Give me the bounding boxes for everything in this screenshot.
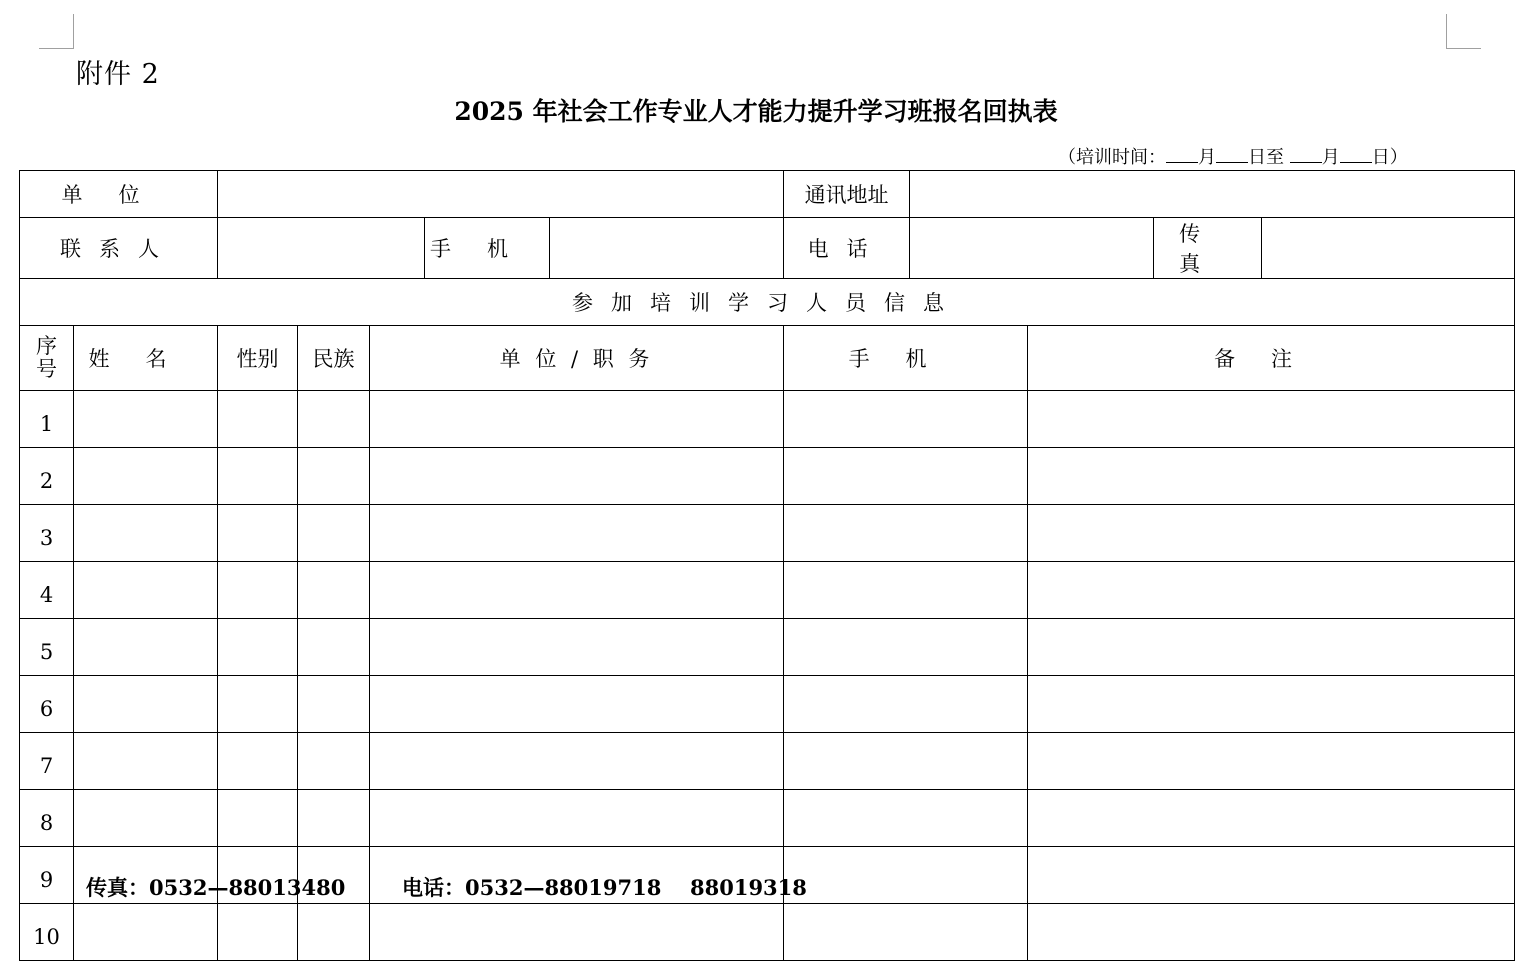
unit-field[interactable] xyxy=(218,171,784,218)
remarks-cell[interactable] xyxy=(1028,847,1515,904)
gender-cell[interactable] xyxy=(218,619,298,676)
mobile-cell[interactable] xyxy=(784,619,1028,676)
remarks-cell[interactable] xyxy=(1028,562,1515,619)
table-row xyxy=(20,505,1515,562)
contact-field[interactable] xyxy=(218,218,425,279)
name-cell[interactable] xyxy=(74,562,218,619)
table-row xyxy=(20,391,1515,448)
fax-field[interactable] xyxy=(1262,218,1515,279)
row-number: 10 xyxy=(20,904,74,961)
ethnicity-cell[interactable] xyxy=(298,904,370,961)
table-row xyxy=(20,448,1515,505)
training-time xyxy=(1058,143,1408,169)
unit-position-cell[interactable] xyxy=(370,619,784,676)
footer-contact xyxy=(86,872,807,902)
mobile-cell[interactable] xyxy=(784,505,1028,562)
mobile-field[interactable] xyxy=(550,218,784,279)
row-number: 9 xyxy=(20,847,74,904)
ethnicity-cell[interactable] xyxy=(298,391,370,448)
table-row xyxy=(20,790,1515,847)
ethnicity-cell[interactable] xyxy=(298,790,370,847)
mobile-cell[interactable] xyxy=(784,676,1028,733)
phone-field[interactable] xyxy=(910,218,1154,279)
section-title: 参加培训学习人员信息 xyxy=(20,279,1515,326)
crop-mark-top-right xyxy=(1446,14,1481,49)
gender-cell[interactable] xyxy=(218,505,298,562)
unit-position-cell[interactable] xyxy=(370,562,784,619)
unit-position-cell[interactable] xyxy=(370,790,784,847)
unit-position-cell[interactable] xyxy=(370,505,784,562)
name-cell[interactable] xyxy=(74,505,218,562)
col-header-unit-position: 单 位 / 职 务 xyxy=(370,326,784,391)
unit-label: 单位 xyxy=(20,171,218,218)
unit-position-cell[interactable] xyxy=(370,733,784,790)
unit-position-cell[interactable] xyxy=(370,676,784,733)
month-blank-1[interactable] xyxy=(1166,145,1198,163)
training-time-day2: 日） xyxy=(1371,147,1408,168)
mobile-cell[interactable] xyxy=(784,904,1028,961)
training-time-prefix: （培训时间： xyxy=(1058,147,1166,168)
remarks-cell[interactable] xyxy=(1028,391,1515,448)
fax-label: 传真 xyxy=(1154,218,1262,279)
footer-phone: 电话：0532—88019718 xyxy=(402,875,662,900)
day-blank-2[interactable] xyxy=(1340,145,1372,163)
remarks-cell[interactable] xyxy=(1028,733,1515,790)
page-title: 2025 年社会工作专业人才能力提升学习班报名回执表 xyxy=(454,97,1058,126)
remarks-cell[interactable] xyxy=(1028,505,1515,562)
unit-position-cell[interactable] xyxy=(370,904,784,961)
table-row xyxy=(20,562,1515,619)
training-time-month1: 月 xyxy=(1198,147,1216,168)
name-cell[interactable] xyxy=(74,391,218,448)
row-number: 2 xyxy=(20,448,74,505)
table-row xyxy=(20,904,1515,961)
footer-fax: 传真：0532—88013480 xyxy=(86,875,346,900)
mobile-cell[interactable] xyxy=(784,448,1028,505)
mobile-cell[interactable] xyxy=(784,847,1028,904)
mobile-cell[interactable] xyxy=(784,562,1028,619)
gender-cell[interactable] xyxy=(218,676,298,733)
contact-label: 联系人 xyxy=(20,218,218,279)
remarks-cell[interactable] xyxy=(1028,448,1515,505)
name-cell[interactable] xyxy=(74,733,218,790)
row-number: 4 xyxy=(20,562,74,619)
gender-cell[interactable] xyxy=(218,790,298,847)
row-number: 3 xyxy=(20,505,74,562)
gender-cell[interactable] xyxy=(218,562,298,619)
table-row xyxy=(20,733,1515,790)
row-number: 8 xyxy=(20,790,74,847)
remarks-cell[interactable] xyxy=(1028,676,1515,733)
row-number: 7 xyxy=(20,733,74,790)
seq-line2: 号 xyxy=(36,357,57,381)
col-header-name: 姓名 xyxy=(74,326,218,391)
month-blank-2[interactable] xyxy=(1290,145,1322,163)
ethnicity-cell[interactable] xyxy=(298,448,370,505)
col-header-gender: 性别 xyxy=(218,326,298,391)
remarks-cell[interactable] xyxy=(1028,904,1515,961)
address-field[interactable] xyxy=(910,171,1515,218)
row-number: 6 xyxy=(20,676,74,733)
ethnicity-cell[interactable] xyxy=(298,562,370,619)
crop-mark-top-left xyxy=(39,14,74,49)
phone-label: 电话 xyxy=(784,218,910,279)
remarks-cell[interactable] xyxy=(1028,790,1515,847)
day-blank-1[interactable] xyxy=(1216,145,1248,163)
ethnicity-cell[interactable] xyxy=(298,733,370,790)
col-header-remarks: 备注 xyxy=(1028,326,1515,391)
ethnicity-cell[interactable] xyxy=(298,676,370,733)
training-time-month2: 月 xyxy=(1321,147,1340,168)
name-cell[interactable] xyxy=(74,619,218,676)
unit-position-cell[interactable] xyxy=(370,391,784,448)
unit-position-cell[interactable] xyxy=(370,448,784,505)
name-cell[interactable] xyxy=(74,448,218,505)
mobile-cell[interactable] xyxy=(784,391,1028,448)
training-time-day1: 日至 xyxy=(1248,147,1284,168)
mobile-cell[interactable] xyxy=(784,733,1028,790)
mobile-label: 手机 xyxy=(425,218,550,279)
seq-line1: 序 xyxy=(36,334,57,358)
footer-phone2: 88019318 xyxy=(690,875,807,900)
col-header-ethnicity: 民族 xyxy=(298,326,370,391)
mobile-cell[interactable] xyxy=(784,790,1028,847)
gender-cell[interactable] xyxy=(218,733,298,790)
col-header-mobile: 手机 xyxy=(784,326,1028,391)
col-header-seq xyxy=(20,326,74,391)
address-label: 通讯地址 xyxy=(784,171,910,218)
gender-cell[interactable] xyxy=(218,904,298,961)
remarks-cell[interactable] xyxy=(1028,619,1515,676)
row-number: 5 xyxy=(20,619,74,676)
registration-form-table xyxy=(19,170,1515,961)
ethnicity-cell[interactable] xyxy=(298,619,370,676)
table-row xyxy=(20,619,1515,676)
row-number: 1 xyxy=(20,391,74,448)
gender-cell[interactable] xyxy=(218,391,298,448)
ethnicity-cell[interactable] xyxy=(298,505,370,562)
attachment-label: 附件 2 xyxy=(76,59,160,90)
gender-cell[interactable] xyxy=(218,448,298,505)
name-cell[interactable] xyxy=(74,904,218,961)
name-cell[interactable] xyxy=(74,676,218,733)
name-cell[interactable] xyxy=(74,790,218,847)
table-row xyxy=(20,676,1515,733)
